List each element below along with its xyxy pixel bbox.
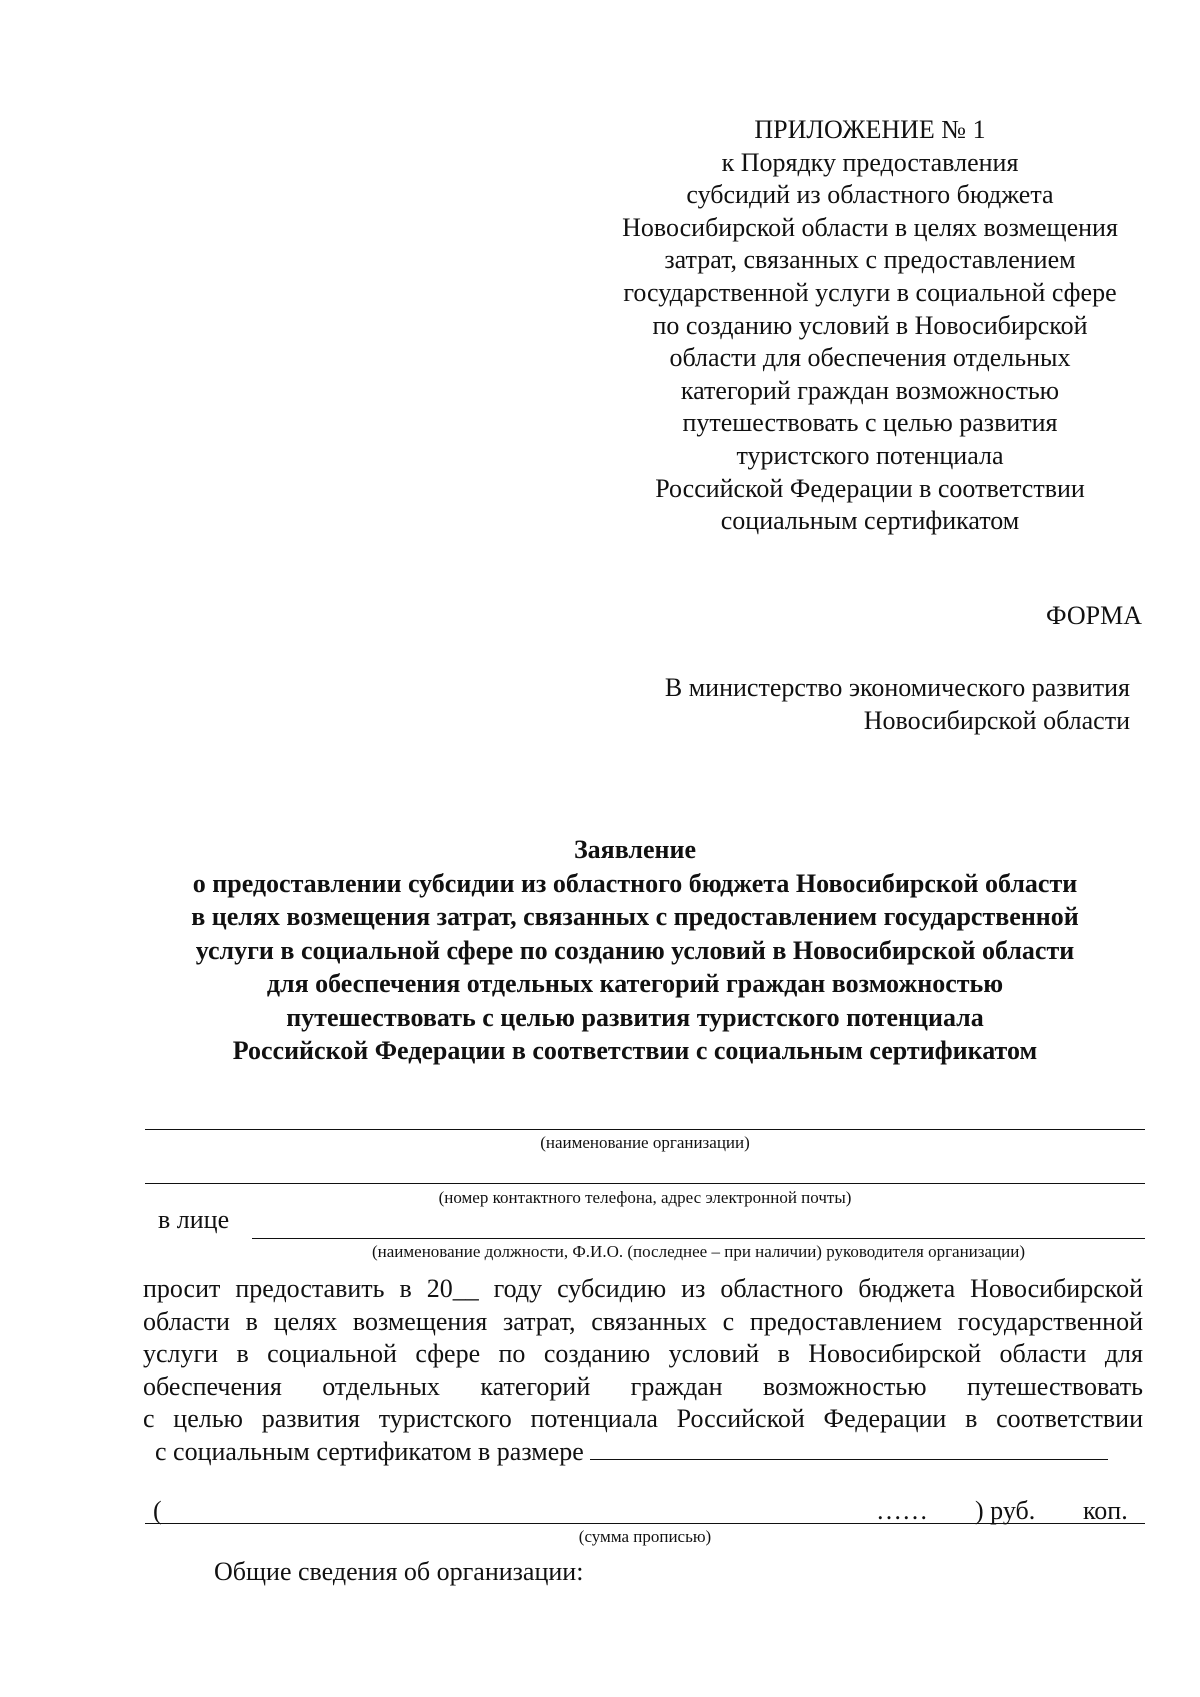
appendix-line: путешествовать с целью развития [682, 408, 1058, 438]
title-line: путешествовать с целью развития туристского потенциала [286, 1002, 984, 1032]
sum-caption: (сумма прописью) [578, 1527, 712, 1546]
org-name-caption: (наименование организации) [540, 1133, 750, 1152]
body-line: услуги в социальной сфере по созданию условий в Новосибирской области для [143, 1339, 1143, 1368]
org-name-field[interactable] [145, 1129, 1145, 1130]
appendix-line: затрат, связанных с предоставлением [664, 245, 1076, 275]
appendix-line: субсидий из областного бюджета [686, 180, 1054, 210]
head-caption: (наименование должности, Ф.И.О. (последнее – при наличии) руководителя организации) [371, 1242, 1025, 1261]
document-title [130, 833, 1140, 1068]
appendix-line: по созданию условий в Новосибирской [652, 310, 1088, 340]
head-field[interactable] [252, 1238, 1145, 1239]
appendix-header [600, 114, 1140, 538]
body-line: области в целях возмещения затрат, связанных с предоставлением государственной [143, 1306, 1143, 1336]
contacts-field[interactable] [145, 1183, 1145, 1184]
title-line: о предоставлении субсидии из областного бюджета Новосибирской области [192, 868, 1078, 898]
appendix-line: социальным сертификатом [720, 506, 1020, 536]
title-line: услуги в социальной сфере по созданию условий в Новосибирской области [195, 935, 1075, 965]
addressee-line-1: В министерство экономического развития [664, 673, 1130, 702]
title-line: в целях возмещения затрат, связанных с предоставлением государственной [191, 902, 1079, 931]
sum-open-paren: ( [153, 1496, 162, 1525]
addressee [560, 671, 1130, 737]
body-last-line [143, 1436, 1143, 1469]
sum-rub: ) руб. [975, 1496, 1036, 1525]
appendix-line: Новосибирской области в целях возмещения [622, 212, 1118, 242]
sum-words-field[interactable] [145, 1523, 1145, 1524]
title-line: Заявление [573, 835, 697, 864]
addressee-line-2: Новосибирской области [863, 706, 1130, 735]
amount-field[interactable] [590, 1437, 1108, 1460]
body-line: просит предоставить в 20__ году субсидию из областного бюджета Новосибирской [143, 1274, 1143, 1303]
appendix-line: туристского потенциала [736, 440, 1004, 470]
body-last-line-text: с социальным сертификатом в размере [155, 1436, 584, 1466]
body-line: с целью развития туристского потенциала Российской Федерации в соответствии [143, 1404, 1143, 1433]
appendix-line: Российской Федерации в соответствии [655, 473, 1085, 503]
v-litse-label: в лице [158, 1205, 230, 1234]
sum-kop: коп. [1083, 1496, 1128, 1525]
appendix-line: категорий граждан возможностью [680, 375, 1060, 405]
contacts-caption: (номер контактного телефона, адрес электронной почты) [438, 1188, 852, 1207]
form-label: ФОРМА [1046, 601, 1142, 630]
body-paragraph [143, 1273, 1143, 1468]
sum-dots: …… [876, 1496, 928, 1525]
title-line: для обеспечения отдельных категорий граждан возможностью [266, 969, 1004, 998]
body-line: обеспечения отдельных категорий граждан возможностью путешествовать [143, 1371, 1143, 1401]
appendix-line: ПРИЛОЖЕНИЕ № 1 [754, 115, 986, 144]
appendix-line: государственной услуги в социальной сфере [623, 277, 1117, 307]
appendix-line: области для обеспечения отдельных [669, 343, 1071, 373]
appendix-line: к Порядку предоставления [721, 147, 1019, 177]
general-info-heading: Общие сведения об организации: [214, 1557, 584, 1586]
title-line: Российской Федерации в соответствии с социальным сертификатом [232, 1036, 1038, 1065]
